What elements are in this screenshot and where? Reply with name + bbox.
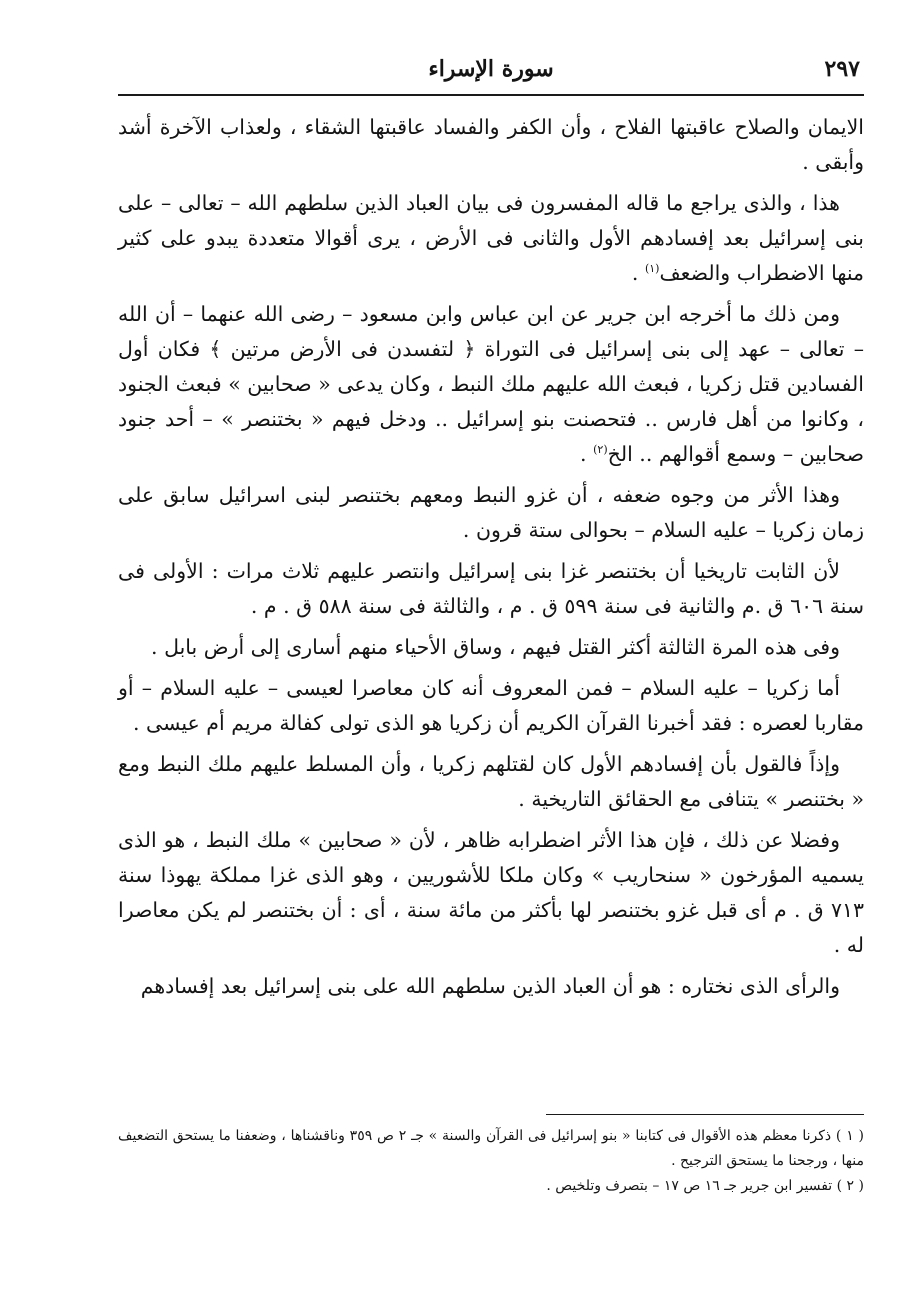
- page-number: ٢٩٧: [824, 56, 860, 82]
- paragraph: وإذاً فالقول بأن إفسادهم الأول كان لقتلهم زكريا ، وأن المسلط عليهم ملك النبط ومع « بختنصر » يتنافى مع الحقائق التاريخية .: [118, 752, 864, 811]
- running-title: سورة الإسراء: [428, 56, 554, 82]
- paragraph: أما زكريا – عليه السلام – فمن المعروف أنه كان معاصرا لعيسى – عليه السلام – أو مقاربا لعصره : فقد أخبرنا القرآن الكريم أن زكريا هو الذى تولى كفالة مريم أم عيسى .: [118, 676, 864, 735]
- paragraph: وفضلا عن ذلك ، فإن هذا الأثر اضطرابه ظاهر ، لأن « صحابين » ملك النبط ، هو الذى يسميه المؤرخون « سنحاريب » وكان ملكا للأشوريين ، وهو الذى غزا مملكة يهوذا سنة ٧١٣ ق . م أى قبل غزو بختنصر لها بأكثر من مائة سنة ، أى : أن بختنصر لم يكن معاصرا له .: [118, 828, 864, 957]
- paragraph: ومن ذلك ما أخرجه ابن جرير عن ابن عباس وابن مسعود – رضى الله عنهما – أن الله – تعالى – عهد إلى بنى إسرائيل فى التوراة ﴿ لتفسدن فى الأرض مرتين ﴾ فكان أول الفسادين قتل زكريا ، فبعث الله عليهم ملك النبط ، وكان يدعى « صحابين » فبعث الجنود ، وكانوا من أهل فارس .. فتحصنت بنو إسرائيل .. ودخل فيهم « بختنصر » – أحد جنود صحابين – وسمع أقوالهم .. الخ$^{(٢)}$ .: [118, 302, 864, 466]
- main-text: [118, 110, 864, 1010]
- paragraph: الايمان والصلاح عاقبتها الفلاح ، وأن الكفر والفساد عاقبتها الشقاء ، ولعذاب الآخرة أشد وأبقى .: [118, 115, 864, 174]
- paragraph: وفى هذه المرة الثالثة أكثر القتل فيهم ، وساق الأحياء منهم أسارى إلى أرض بابل .: [151, 635, 840, 659]
- paragraph: هذا ، والذى يراجع ما قاله المفسرون فى بيان العباد الذين سلطهم الله – تعالى – على بنى إسرائيل بعد إفسادهم الأول والثانى فى الأرض ، يرى أقوالا متعددة يبدو على كثير منها الاضطراب والضعف$^{(١)}$ .: [118, 191, 864, 285]
- footnote-marker: (١): [644, 262, 660, 276]
- footnote: ( ١ ) ذكرنا معظم هذه الأقوال فى كتابنا « بنو إسرائيل فى القرآن والسنة » جـ ٢ ص ٣٥٩ وناقشناها ، وضعفنا ما يستحق التضعيف منها ، ورجحنا ما يستحق الترجيح .: [118, 1128, 864, 1169]
- page-header: [118, 54, 864, 96]
- footnote: ( ٢ ) تفسير ابن جرير جـ ١٦ ص ١٧ – بتصرف وتلخيص .: [546, 1178, 864, 1194]
- footnote-separator: [546, 1114, 864, 1115]
- footnotes: [118, 1124, 864, 1199]
- paragraph: وهذا الأثر من وجوه ضعفه ، أن غزو النبط ومعهم بختنصر لبنى اسرائيل سابق على زمان زكريا – عليه السلام – بحوالى ستة قرون .: [118, 483, 864, 542]
- paragraph: والرأى الذى نختاره : هو أن العباد الذين سلطهم الله على بنى إسرائيل بعد إفسادهم: [140, 974, 840, 998]
- footnote-marker: (٢): [593, 443, 608, 457]
- paragraph: لأن الثابت تاريخيا أن بختنصر غزا بنى إسرائيل وانتصر عليهم ثلاث مرات : الأولى فى سنة ٦٠٦ ق .م والثانية فى سنة ٥٩٩ ق . م ، والثالثة فى سنة ٥٨٨ ق . م .: [118, 559, 864, 618]
